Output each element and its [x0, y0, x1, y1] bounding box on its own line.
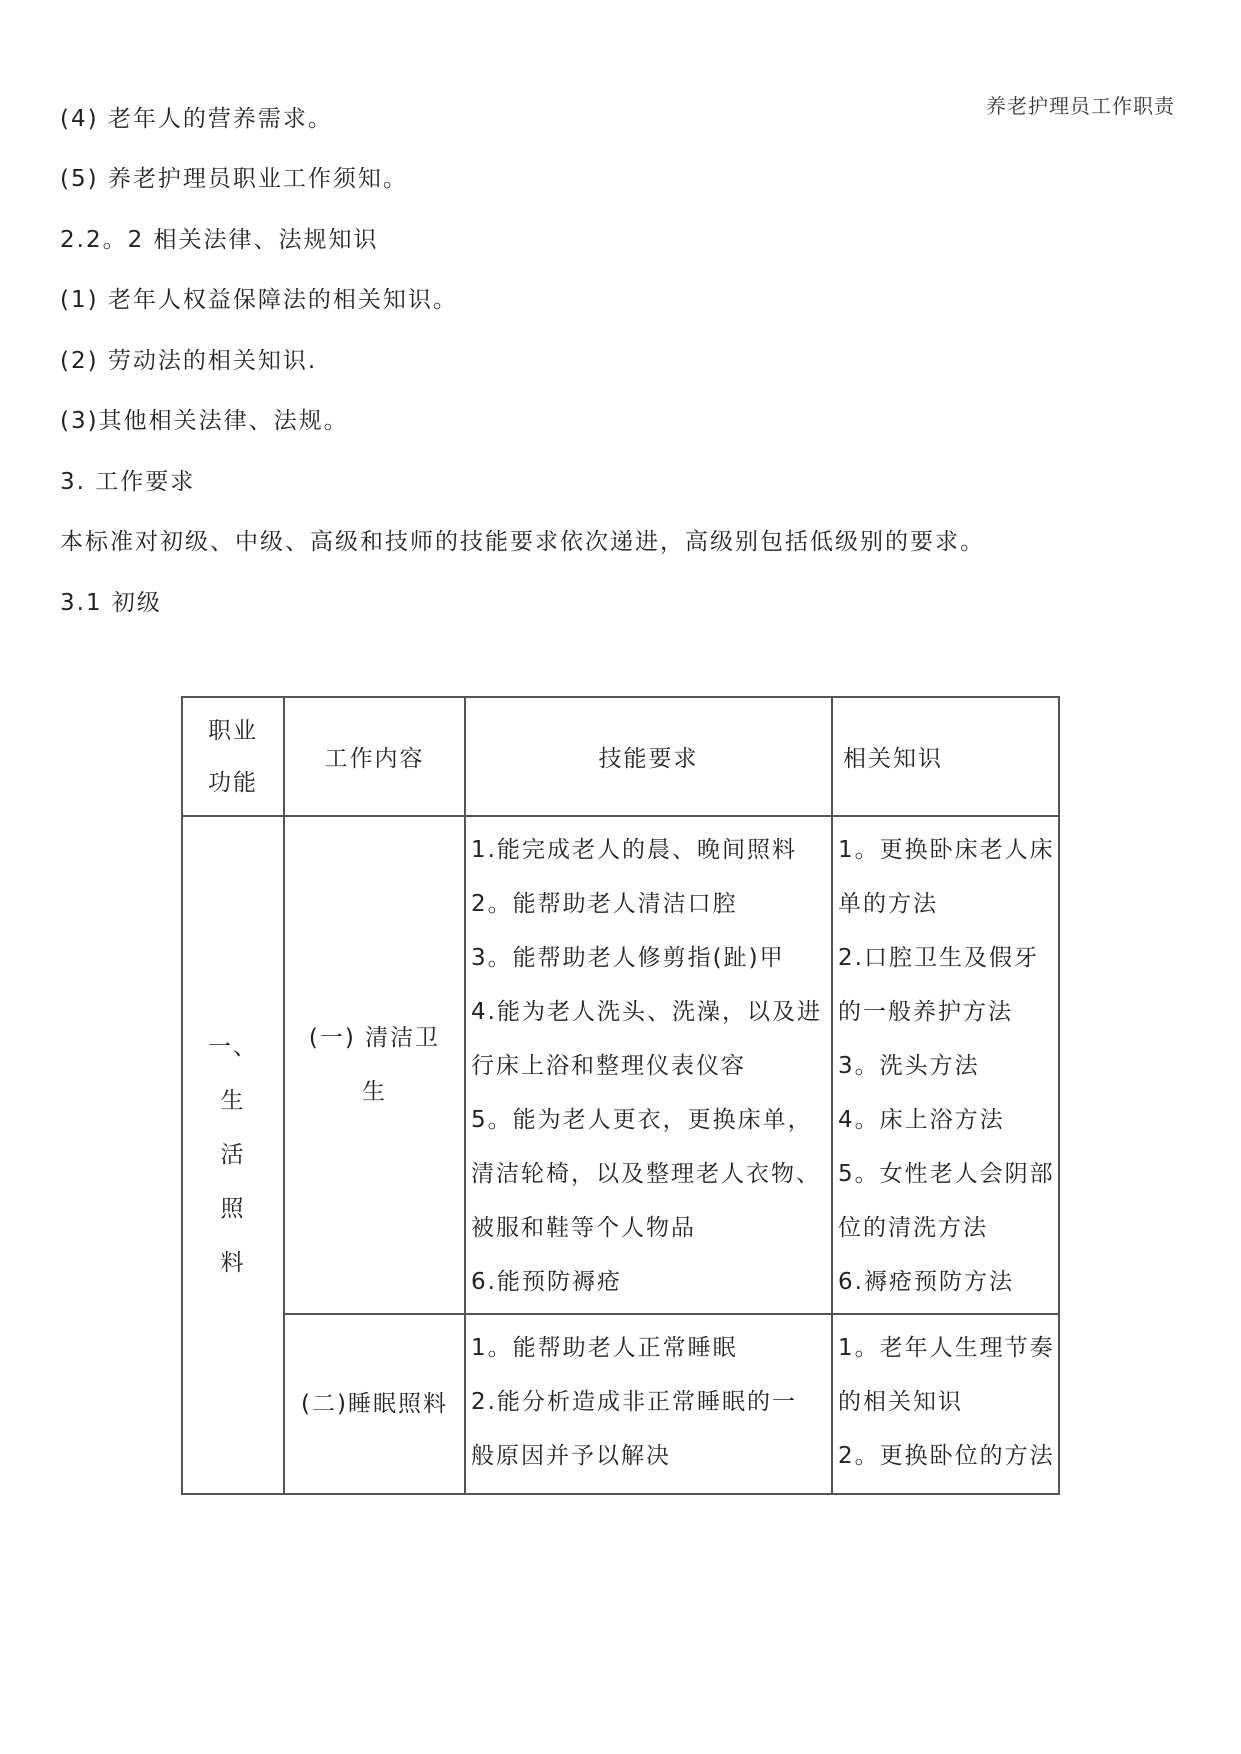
skills-cleaning-hygiene [465, 816, 832, 1314]
knowledge-line: 5。女性老人会阴部 [838, 1161, 1055, 1187]
header-job-function-line2: 功能 [208, 769, 258, 796]
knowledge-line: 6.褥疮预防方法 [838, 1269, 1014, 1295]
paragraph-labor-law: (2) 劳动法的相关知识. [60, 348, 318, 374]
skill-line: 般原因并予以解决 [471, 1443, 671, 1469]
table-header-row [182, 697, 1059, 816]
paragraph-nutrition: (4) 老年人的营养需求。 [60, 106, 333, 132]
content-cleaning-hygiene [284, 816, 465, 1314]
section-heading-work-requirements: 3. 工作要求 [60, 469, 196, 495]
content-line: (二)睡眠照料 [301, 1391, 448, 1417]
knowledge-line: 位的清洗方法 [838, 1215, 988, 1241]
knowledge-sleep-care [832, 1314, 1059, 1494]
content-line: (一) 清洁卫 [308, 1025, 441, 1051]
paragraph-standard-description: 本标准对初级、中级、高级和技师的技能要求依次递进，高级别包括低级别的要求。 [60, 529, 985, 555]
skill-line: 被服和鞋等个人物品 [471, 1215, 696, 1241]
section-heading-junior: 3.1 初级 [60, 590, 162, 616]
skill-line: 行床上浴和整理仪表仪容 [471, 1053, 746, 1079]
skill-line: 6.能预防褥疮 [471, 1269, 622, 1295]
skill-line: 1。能帮助老人正常睡眠 [471, 1335, 738, 1361]
skill-line: 2。能帮助老人清洁口腔 [471, 891, 738, 917]
requirements-table [181, 696, 1058, 1493]
skill-line: 3。能帮助老人修剪指(趾)甲 [471, 945, 785, 971]
knowledge-line: 3。洗头方法 [838, 1053, 980, 1079]
content-sleep-care [284, 1314, 465, 1494]
skill-line: 5。能为老人更衣，更换床单， [471, 1107, 813, 1133]
function-char: 料 [220, 1250, 246, 1276]
header-related-knowledge: 相关知识 [832, 697, 1059, 816]
function-life-care-cell [182, 816, 284, 1494]
knowledge-line: 1。更换卧床老人床 [838, 837, 1055, 863]
knowledge-line: 的相关知识 [838, 1389, 963, 1415]
knowledge-cleaning-hygiene [832, 816, 1059, 1314]
knowledge-line: 的一般养护方法 [838, 999, 1013, 1025]
knowledge-line: 1。老年人生理节奏 [838, 1335, 1055, 1361]
table-row [182, 1314, 1059, 1494]
function-char: 一、 [208, 1034, 258, 1060]
header-job-function [182, 697, 284, 816]
skill-line: 清洁轮椅，以及整理老人衣物、 [471, 1161, 821, 1187]
function-char: 生 [220, 1088, 246, 1114]
skills-sleep-care [465, 1314, 832, 1494]
paragraph-other-laws: (3)其他相关法律、法规。 [60, 408, 349, 434]
paragraph-job-notice: (5) 养老护理员职业工作须知。 [60, 166, 408, 192]
header-skill-requirements: 技能要求 [465, 697, 832, 816]
content-line: 生 [362, 1079, 387, 1105]
function-char: 照 [220, 1196, 246, 1222]
skill-line: 1.能完成老人的晨、晚间照料 [471, 837, 797, 863]
header-job-function-line1: 职业 [208, 717, 258, 744]
skill-line: 4.能为老人洗头、洗澡，以及进 [471, 999, 822, 1025]
table-row [182, 816, 1059, 1314]
knowledge-line: 2.口腔卫生及假牙 [838, 945, 1039, 971]
section-heading-laws: 2.2。2 相关法律、法规知识 [60, 227, 379, 253]
document-header-title: 养老护理员工作职责 [986, 94, 1175, 118]
knowledge-line: 单的方法 [838, 891, 938, 917]
function-char: 活 [220, 1142, 246, 1168]
paragraph-elder-rights-law: (1) 老年人权益保障法的相关知识。 [60, 287, 458, 313]
knowledge-line: 4。床上浴方法 [838, 1107, 1005, 1133]
knowledge-line: 2。更换卧位的方法 [838, 1443, 1055, 1469]
skill-line: 2.能分析造成非正常睡眠的一 [471, 1389, 797, 1415]
header-work-content: 工作内容 [284, 697, 465, 816]
